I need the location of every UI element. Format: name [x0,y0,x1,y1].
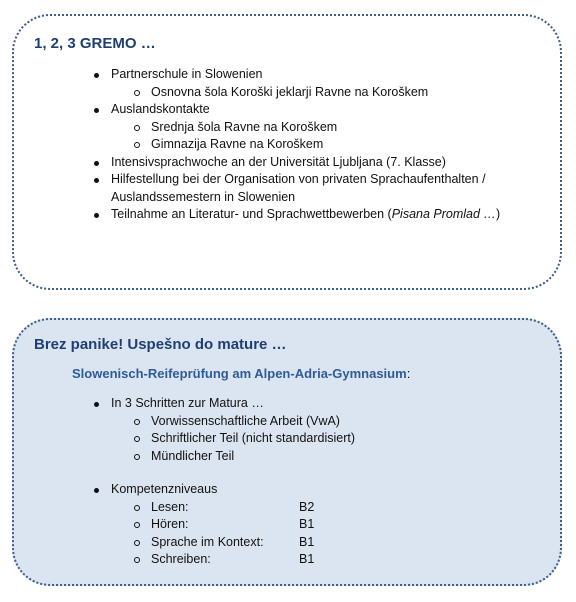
list-item [92,395,532,465]
box-subtitle [72,366,410,381]
bullet-list [92,66,532,224]
sub-list-item: Vorwissenschaftliche Arbeit (VwA) [132,413,532,431]
list-item: Intensivsprachwoche an der Universität Ljubljana (7. Klasse) [92,154,532,172]
list-item-line: Hilfestellung bei der Organisation von privaten Sprachaufenthalten / [111,172,486,186]
list-item-text: In 3 Schritten zur Matura … [111,396,264,410]
list-item-text: ) [495,207,501,221]
skill-name: Hören: [151,517,189,531]
skill-name: Lesen: [151,499,189,514]
sub-list [111,413,532,466]
skill-name: Schreiben: [151,552,211,566]
sub-list [111,119,532,154]
list-item [92,206,532,224]
skill-level: B2 [299,499,315,514]
subtitle-text: Slowenisch-Reifeprüfung am Alpen-Adria-Gymnasium [72,366,407,381]
sub-list-item: Osnovna šola Koroški jeklarji Ravne na Koroškem [132,84,532,102]
info-box-gremo [12,14,562,290]
spacer [92,465,532,481]
box-title: Brez panike! Uspešno do mature … [34,336,287,353]
sub-list-item [132,534,532,552]
competition-name: Pisana Promlad … [391,207,496,221]
list-item [92,481,532,569]
list-item [92,101,532,154]
sub-list-item: Schriftlicher Teil (nicht standardisiert) [132,430,532,448]
list-item-text: Teilnahme an Literatur- und Sprachwettbewerben ( [111,207,392,221]
list-item [92,66,532,101]
skill-level: B1 [299,534,315,549]
skill-level: B1 [299,517,315,531]
list-item [92,171,532,206]
sub-list-item [132,516,532,534]
sub-list-item: Gimnazija Ravne na Koroškem [132,136,532,154]
skill-level: B1 [299,552,315,566]
list-item-text: Auslandskontakte [111,102,210,116]
list-item-text: Partnerschule in Slowenien [111,67,263,81]
sub-list-item: Srednja šola Ravne na Koroškem [132,119,532,137]
list-item-line: Auslandssemestern in Slowenien [111,189,296,204]
sub-list [111,84,532,102]
sub-list-item: Mündlicher Teil [132,448,532,466]
sub-list-item [132,499,532,517]
list-item-text: Kompetenzniveaus [111,482,218,496]
skill-name: Sprache im Kontext: [151,534,264,549]
bullet-list [92,395,532,569]
subtitle-colon: : [406,366,411,381]
sub-list [111,499,532,569]
info-box-matura [12,318,562,586]
box-title: 1, 2, 3 GREMO … [34,35,156,52]
sub-list-item [132,551,532,569]
